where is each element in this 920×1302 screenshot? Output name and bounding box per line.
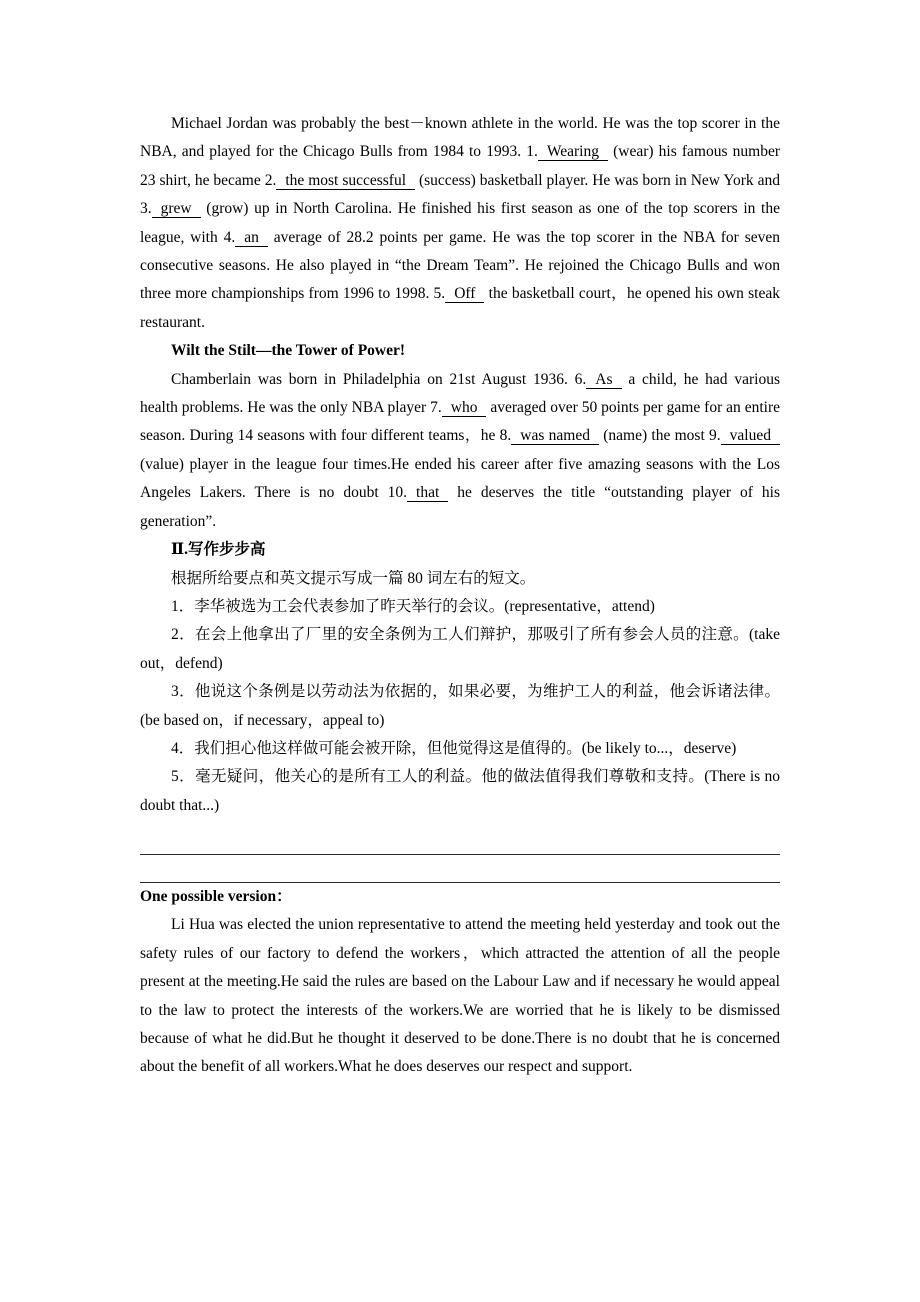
section-title-writing: Ⅱ.写作步步高 bbox=[171, 541, 266, 559]
writing-point-2: 2．在会上他拿出了厂里的安全条例为工人们辩护，那吸引了所有参会人员的注意。(take out，defend) bbox=[140, 626, 780, 672]
passage-text: (value) player in the league four times.He ended his career after five amazing seasons with the Los Angeles Lakers. There is no doubt 10. bbox=[140, 455, 780, 502]
blank-3-answer: grew bbox=[152, 200, 201, 218]
passage-text: averaged over 50 points per game for an entire season. During 14 seasons with four different teams，he 8. bbox=[140, 399, 781, 445]
passage-text: the basketball court，he opened his own steak restaurant. bbox=[140, 285, 780, 331]
blank-7-answer: who bbox=[442, 399, 487, 417]
passage-text: Chamberlain was born in Philadelphia on 21st August 1936. 6. bbox=[171, 370, 587, 388]
blank-9-answer: valued bbox=[721, 427, 780, 445]
blank-4-answer: an bbox=[235, 229, 268, 247]
writing-line-2 bbox=[140, 855, 780, 883]
passage-chamberlain bbox=[140, 366, 780, 536]
student-writing-area bbox=[140, 826, 780, 883]
blank-6-answer: As bbox=[586, 371, 621, 389]
passage-text: he deserves the title “outstanding player of his generation”. bbox=[140, 484, 780, 530]
writing-point-4: 4．我们担心他这样做可能会被开除，但他觉得这是值得的。(be likely to...，deserve) bbox=[171, 739, 737, 757]
passage-text: (success) basketball player. He was born in New York and 3. bbox=[140, 171, 780, 218]
answer-paragraph: Li Hua was elected the union representative to attend the meeting held yesterday and took out the safety rules of our factory to defend the workers，which attracted the attention of all the people present at the meeting.He said the rules are based on the Labour Law and if necessary he would appeal to the law to protect the interests of the workers.We are worried that he is likely to be dismissed because of what he did.But he thought it deserved to be done.There is no doubt that he is concerned about the benefit of all workers.What he does deserves our respect and support. bbox=[140, 916, 780, 1076]
passage-text: Michael Jordan was probably the best－known athlete in the world. He was the top scorer in the NBA, and played for the Chicago Bulls from 1984 to 1993. 1. bbox=[140, 115, 780, 161]
passage-michael-jordan bbox=[140, 110, 780, 337]
blank-5-answer: Off bbox=[445, 285, 484, 303]
passage-text: average of 28.2 points per game. He was the top scorer in the NBA for seven consecutive seasons. He also played in “the Dream Team”. He rejoined the Chicago Bulls and won three more championships from 1996 to 1998. 5. bbox=[140, 228, 780, 303]
blank-10-answer: that bbox=[407, 484, 448, 502]
writing-line-1 bbox=[140, 826, 780, 854]
writing-point-5: 5．毫无疑问，他关心的是所有工人的利益。他的做法值得我们尊敬和支持。(There is no doubt that...) bbox=[140, 768, 780, 814]
passage-text: (wear) his famous number 23 shirt, he became 2. bbox=[140, 143, 780, 189]
passage-text: (name) the most 9. bbox=[598, 427, 721, 445]
passage-text: (grow) up in North Carolina. He finished his first season as one of the top scorers in the league, with 4. bbox=[140, 200, 780, 246]
answer-label: One possible version： bbox=[140, 887, 292, 905]
passage-heading-wilt-the-stilt: Wilt the Stilt—the Tower of Power! bbox=[171, 342, 406, 360]
passage-text: a child, he had various health problems. He was the only NBA player 7. bbox=[140, 370, 780, 417]
writing-point-1: 1．李华被选为工会代表参加了昨天举行的会议。(representative，attend) bbox=[171, 597, 655, 615]
blank-1-answer: Wearing bbox=[538, 143, 608, 161]
blank-2-answer: the most successful bbox=[276, 172, 415, 190]
writing-point-3: 3．他说这个条例是以劳动法为依据的，如果必要，为维护工人的利益，他会诉诸法律。(be based on，if necessary，appeal to) bbox=[140, 683, 780, 729]
blank-8-answer: was named bbox=[511, 427, 599, 445]
writing-instruction: 根据所给要点和英文提示写成一篇 80 词左右的短文。 bbox=[171, 569, 536, 587]
